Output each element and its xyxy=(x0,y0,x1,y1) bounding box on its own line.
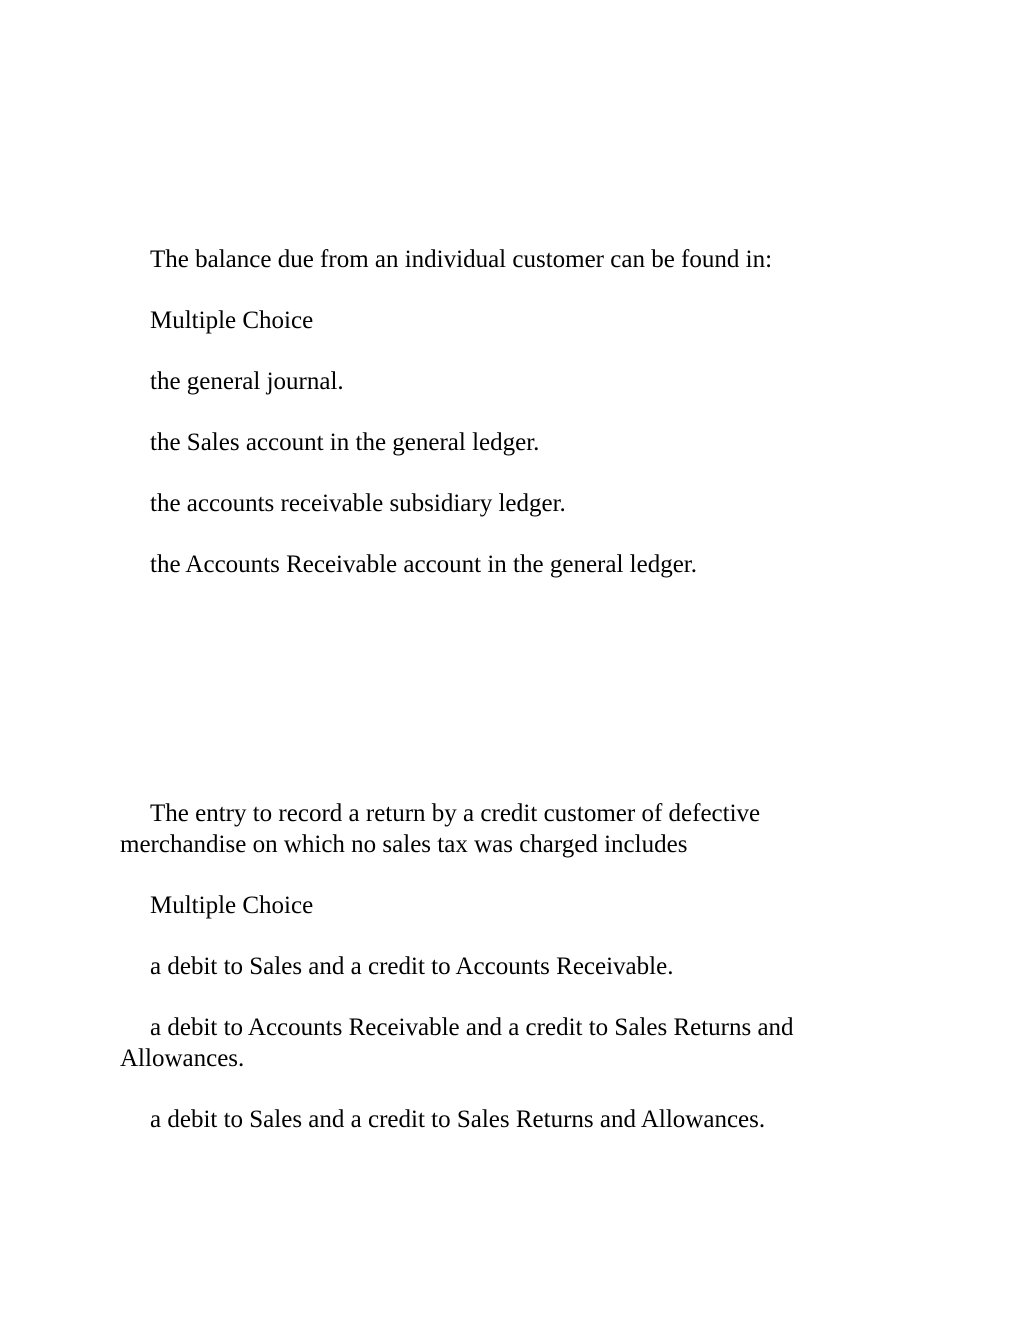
question-prompt: The balance due from an individual customer can be found in: xyxy=(150,246,773,273)
question-prompt: The entry to record a return by a credit customer of defective merchandise on which no sales tax was charged includes xyxy=(120,800,761,858)
question-1 xyxy=(120,244,860,610)
answer-option: the accounts receivable subsidiary ledger. xyxy=(150,490,566,517)
answer-option: the general journal. xyxy=(150,368,344,395)
question-type-label: Multiple Choice xyxy=(150,892,314,919)
question-type-label: Multiple Choice xyxy=(150,307,314,334)
question-2 xyxy=(120,798,860,1165)
answer-option: a debit to Sales and a credit to Accounts Receivable. xyxy=(150,953,674,980)
answer-option: the Accounts Receivable account in the general ledger. xyxy=(150,551,697,578)
answer-option: a debit to Accounts Receivable and a credit to Sales Returns and Allowances. xyxy=(120,1014,794,1072)
answer-option: the Sales account in the general ledger. xyxy=(150,429,540,456)
answer-option: a debit to Sales and a credit to Sales Returns and Allowances. xyxy=(150,1106,766,1133)
